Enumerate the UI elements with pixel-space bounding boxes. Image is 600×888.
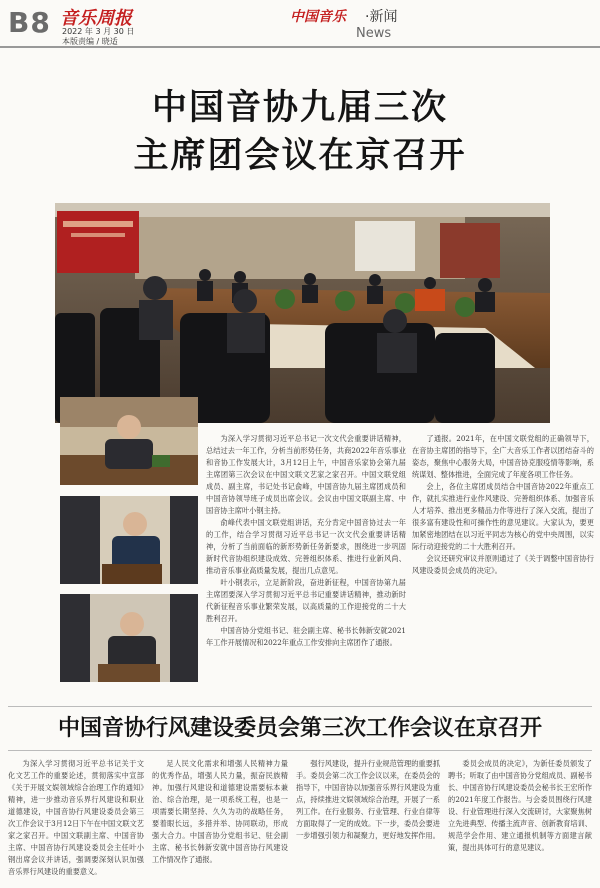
second-headline: 中国音协行风建设委员会第三次工作会议在京召开 [57, 716, 542, 741]
article1-paragraph: 为深入学习贯彻习近平总书记一次文代会重要讲话精神，总结过去一年工作，分析当前形势任务，共商2022年音乐事业和音协工作发展大计，3月12日上午，中国音乐家协会第九届主席团第三次会议在中国文联文艺家之家召开。中国文联党组成员、副主席，书记处书记俞峰，中国音协九届主席团成员和中国音协领导班子成员出席会议。会议由中国文联副主席、中国音协主席叶小钢主持。 [206, 434, 406, 515]
article1-column-2 [412, 433, 594, 701]
article2-paragraph: 为深入学习贯彻习近平总书记关于文化文艺工作的重要论述，贯彻落实中宣部《关于开展文娱领域综合治理工作的通知》精神，进一步推动音乐界行风建设和职业道德建设，中国音协行风建设委员会第三次工作会议于3月12日下午在中国文联文艺家之家召开。中国文联副主席、中国音协主席、中国音协行风建设委员会主任叶小钢出席会议并讲话，强调要深刻认识加强音乐界行风建设的重要意义。 [8, 759, 144, 876]
divider [8, 706, 592, 707]
article1-paragraph: 中国音协分党组书记、驻会副主席、秘书长韩新安就2021年工作开展情况和2022年重点工作安排向主席团作了通报。 [206, 626, 406, 647]
divider [8, 750, 592, 751]
issue-date: 2022 年 3 月 30 日 [62, 27, 135, 36]
speaker-photo-1 [60, 397, 198, 485]
section-title-en: News [356, 26, 392, 41]
article1-column-1 [206, 433, 406, 701]
paper-logo: 中国音乐 [290, 9, 346, 25]
article2-paragraph: 足人民文化需求和增强人民精神力量的优秀作品，增强人民力量，振奋民族精神。加强行风建设和道德建设需要标本兼治、综合治理，是一项系统工程，也是一项需要长期坚持、久久为功的战略任务，要着眼长远，多措并举、协同联动，形成强大合力。中国音协分党组书记、驻会副主席、秘书长韩新安就中国音协行风建设工作情况作了通报。 [152, 759, 288, 864]
page-editor: 本版责编 / 晓适 [62, 37, 118, 46]
article1-paragraph: 叶小钢表示，立足新阶段，奋进新征程，中国音协第九届主席团要深入学习贯彻习近平总书记重要讲话精神，推动新时代新征程音乐事业繁荣发展，以高质量的工作迎接党的二十大胜利召开。 [206, 578, 406, 623]
meeting-photo [55, 203, 550, 423]
article1-paragraph: 会议还研究审议并原则通过了《关于调整中国音协行风建设委员会成员的决定》。 [412, 554, 594, 575]
article2-column-4 [448, 758, 592, 884]
article2-paragraph: 委员会成员的决定》，为新任委员颁发了聘书；听取了由中国音协分党组成员、副秘书长、中国音协行风建设委员会秘书长王宏所作的2021年度工作报告。与会委员围绕行风建设、行业管理进行深入交流研讨，大家聚焦树立先进典型、传播主流声音、创新教育培训、规范学会作用、建立通报机制等方面建言献策，提出具体可行的意见建议。 [448, 759, 592, 852]
article1-paragraph: 俞峰代表中国文联党组讲话，充分肯定中国音协过去一年的工作，结合学习贯彻习近平总书记一次文代会重要讲话精神，分析了当前面临的新形势新任务新要求，围绕进一步巩固新时代音协组织建设成效、完善组织体系、推进行业新风尚、推动音乐事业高质量发展，提出几点意见。 [206, 518, 406, 575]
headline-line-2: 主席团会议在京召开 [133, 136, 467, 176]
masthead-logo: 音乐周报 [60, 8, 132, 29]
article2-column-3 [296, 758, 440, 884]
speaker-photo-3 [60, 594, 198, 682]
article2-column-1 [8, 758, 144, 884]
article2-column-2 [152, 758, 288, 884]
page-number: B8 [8, 6, 51, 39]
article1-paragraph: 了通报。2021年，在中国文联党组的正确领导下，在音协主席团的指导下，全广大音乐工作者以团结奋斗的姿态，聚焦中心服务大局，中国音协克服疫情等影响，系统谋划、整体推进，全面完成了年度各项工作任务。 [412, 434, 594, 479]
section-title: ·新闻 [365, 9, 398, 25]
article1-paragraph: 会上，各位主席团成员结合中国音协2022年重点工作，就扎实推进行业作风建设、完善组织体系、加强音乐人才培养、推出更多精品力作等进行了深入交流，提出了很多富有建设性和可操作性的意见建议。大家认为，要更加紧密地团结在以习近平同志为核心的党中央周围，以实际行动迎接党的二十大胜利召开。 [412, 482, 594, 551]
article2-paragraph: 强行风建设，提升行业规范管理的重要抓手。委员会第二次工作会议以来，在委员会的指导下，中国音协以加强音乐界行风建设为重点，持续推进文娱领域综合治理，开展了一系列工作。在行业服务、行业管理、行业自律等方面取得了一定的成效。下一步，委员会要进一步增强引领力和凝聚力，更好地发挥作用。 [296, 759, 440, 840]
meeting-photo-image [55, 203, 550, 423]
headline-line-1: 中国音协九届三次 [151, 88, 448, 128]
header-divider [0, 46, 600, 48]
main-headline [0, 84, 600, 180]
speaker-photo-2 [60, 496, 198, 584]
